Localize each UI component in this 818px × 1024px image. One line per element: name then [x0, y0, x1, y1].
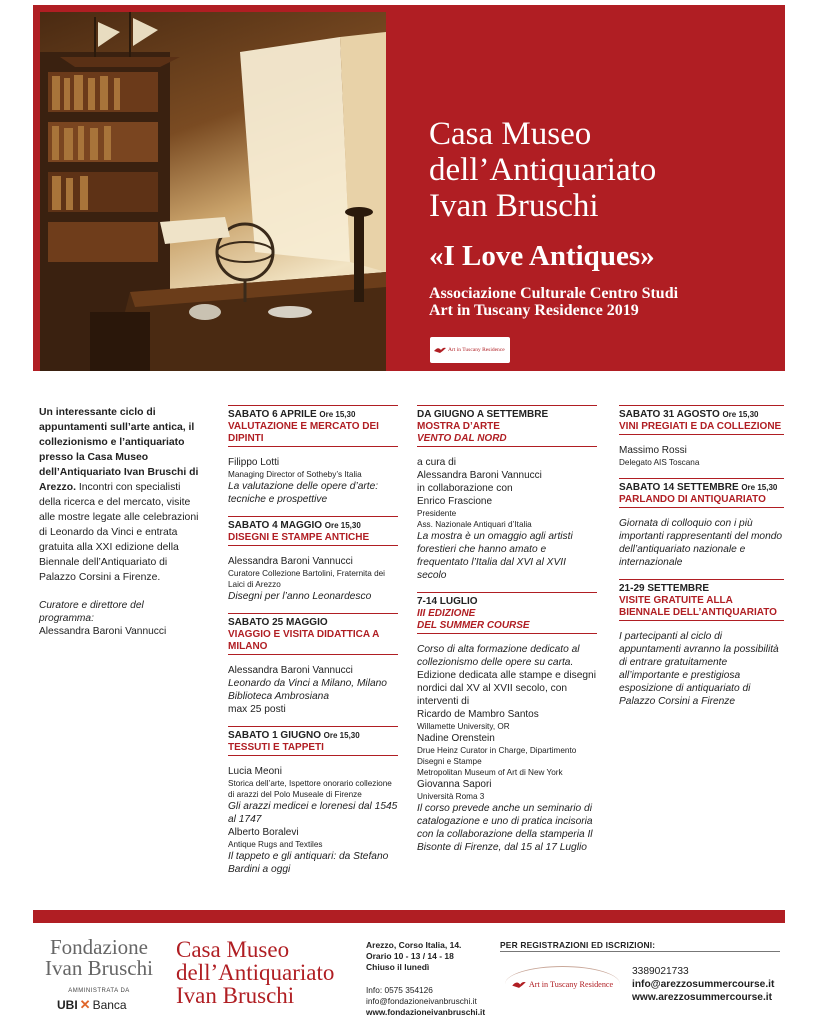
closing-day: Chiuso il lunedì: [366, 962, 430, 972]
speaker-role-3: Università Roma 3: [417, 792, 485, 801]
event-title-line-2: DEL SUMMER COURSE: [417, 620, 597, 634]
event-title: VALUTAZIONE E MERCATO DEI DIPINTI: [228, 421, 398, 447]
info-phone: Info: 0575 354126: [366, 985, 433, 995]
schedule-column-4: [619, 405, 784, 718]
museum-title-line-3: Ivan Bruschi: [429, 188, 599, 224]
event-title: PARLANDO DI ANTIQUARIATO: [619, 494, 784, 508]
event-time: Ore 15,30: [722, 410, 759, 419]
event-description: Giornata di colloquio con i più importanti rappresentanti del mondo dell’antiquariato nazionale e internazionale: [619, 518, 783, 568]
summer-course-website-link[interactable]: www.arezzosummercourse.it: [632, 992, 773, 1003]
bird-icon: [512, 980, 526, 989]
antique-room-illustration: [40, 12, 386, 371]
contact-block: [366, 985, 485, 1018]
event-description: Disegni per l’anno Leonardesco: [228, 591, 372, 602]
registration-email-link[interactable]: info@arezzosummercourse.it: [632, 979, 775, 990]
fondazione-name-line-1: Fondazione: [50, 935, 148, 959]
speaker-name-3: Giovanna Sapori: [417, 779, 492, 790]
event-description: Gli arazzi medicei e lorenesi dal 1545 al 1747: [228, 801, 398, 825]
speaker-name: Alessandra Baroni Vannucci: [228, 556, 353, 567]
administered-by-label: AMMINISTRATA DA: [68, 988, 130, 994]
speaker-role: Delegato AIS Toscana: [619, 458, 700, 467]
speaker-name: Alessandra Baroni Vannucci: [417, 470, 542, 481]
intro-rest: Incontri con specialisti della ricerca e del mercato, visite alle mostre legate alle celebrazioni di Leonardo da Vinci e entrata gratuita alla XXI edizione della Biennale dell’Antiquariato di Palazzo Corsini a Firenze.: [39, 482, 199, 583]
curator-name: Alessandra Baroni Vannucci: [39, 626, 167, 637]
event-title: DISEGNI E STAMPE ANTICHE: [228, 532, 398, 546]
banca-text: Banca: [92, 998, 127, 1012]
course-description-2: Il corso prevede anche un seminario di catalogazione e uno di pratica incisoria con la collaborazione della stamperia Il Bisonte di Firenze, dal 15 al 17 Luglio: [417, 803, 593, 853]
course-details: Edizione dedicata alle stampe e disegni nordici dal XV al XVII secolo, con interventi di: [417, 670, 596, 707]
event-june-september: [417, 405, 597, 582]
event-date: SABATO 14 SETTEMBRE: [619, 482, 739, 493]
association-line-2: Art in Tuscany Residence 2019: [429, 302, 639, 319]
opening-hours: Orario 10 - 13 / 14 - 18: [366, 951, 454, 961]
collaboration-label: in collaborazione con: [417, 483, 513, 494]
speaker-name: Alessandra Baroni Vannucci: [228, 665, 353, 676]
event-summer-course: [417, 592, 597, 854]
event-description: I partecipanti al ciclo di appuntamenti avranno la possibilità di entrare gratuitamente all’importante e prestigiosa esposizione di antiquariato di Palazzo Corsini a Firenze: [619, 631, 779, 707]
address-block: [366, 940, 461, 973]
speaker-name: Filippo Lotti: [228, 457, 280, 468]
event-4-may: [228, 516, 398, 603]
event-date: SABATO 25 MAGGIO: [228, 617, 328, 628]
event-time: Ore 15,30: [741, 483, 778, 492]
speaker-role: Managing Director of Sotheby’s Italia: [228, 470, 362, 479]
speaker-name: Lucia Meoni: [228, 766, 282, 777]
info-email[interactable]: info@fondazioneivanbruschi.it: [366, 996, 477, 1006]
event-title-line-1: MOSTRA D’ARTE: [417, 421, 500, 432]
speaker-role-2: Antique Rugs and Textiles: [228, 840, 323, 849]
event-title-line-2: VENTO DAL NORD: [417, 433, 597, 447]
event-series-title: «I Love Antiques»: [429, 240, 655, 272]
footer-museum-name: [176, 938, 334, 1007]
logo-text: Art in Tuscany Residence: [448, 347, 505, 353]
speaker-role-2b: Ass. Nazionale Antiquari d’Italia: [417, 520, 532, 529]
speaker-role-2a: Presidente: [417, 509, 457, 518]
registration-heading: PER REGISTRAZIONI ED ISCRIZIONI:: [500, 940, 656, 950]
registration-contacts: [632, 965, 774, 1004]
event-31-august: [619, 405, 784, 468]
curated-by-label: a cura di: [417, 457, 457, 468]
curator-label: Curatore e direttore del programma:: [39, 600, 144, 624]
event-title: VINI PREGIATI E DA COLLEZIONE: [619, 421, 784, 435]
fondazione-name-line-2: Ivan Bruschi: [45, 956, 153, 980]
title-block: [429, 116, 789, 319]
event-date: 21-29 SETTEMBRE: [619, 583, 710, 594]
schedule-column-2: [228, 405, 398, 886]
footer-logo-text: Art in Tuscany Residence: [528, 980, 614, 989]
event-time: Ore 15,30: [324, 521, 361, 530]
ubi-cross-icon: ✕: [79, 997, 91, 1012]
event-date: 7-14 LUGLIO: [417, 596, 478, 607]
speaker-role-2b: Metropolitan Museum of Art di New York: [417, 768, 563, 777]
logo-ring: [505, 966, 620, 1002]
course-description: Corso di alta formazione dedicato al collezionismo delle opere su carta.: [417, 644, 580, 668]
event-25-may: [228, 613, 398, 716]
fondazione-website-link[interactable]: www.fondazioneivanbruschi.it: [366, 1007, 486, 1017]
footer-art-in-tuscany-logo: [505, 960, 625, 1008]
footer-museum-line-3: Ivan Bruschi: [176, 983, 295, 1008]
event-date: SABATO 31 AGOSTO: [619, 409, 720, 420]
intro-column: [39, 405, 199, 638]
bird-icon: [434, 346, 446, 354]
event-time: Ore 15,30: [319, 410, 356, 419]
event-6-april: [228, 405, 398, 506]
header-banner: [33, 5, 785, 371]
event-title: TESSUTI E TAPPETI: [228, 742, 398, 756]
antique-study-photo: [40, 12, 386, 371]
event-1-june: [228, 726, 398, 876]
museum-title-line-2: dell’Antiquariato: [429, 152, 657, 188]
event-title: VIAGGIO E VISITA DIDATTICA A MILANO: [228, 629, 398, 655]
speaker-role: Storica dell’arte, Ispettore onorario collezione di arazzi del Polo Museale di Firenze: [228, 779, 392, 799]
event-title-line-1: III EDIZIONE: [417, 608, 476, 619]
event-description: La mostra è un omaggio agli artisti forestieri che hanno amato e frequentato l’Italia dal XVI al XVII secolo: [417, 531, 573, 581]
ubi-banca-logo: [57, 997, 127, 1013]
event-date: SABATO 6 APRILE: [228, 409, 317, 420]
event-description: La valutazione delle opere d’arte: tecniche e prospettive: [228, 481, 379, 505]
event-description-2: Il tappeto e gli antiquari: da Stefano Bardini a oggi: [228, 851, 389, 875]
event-note: max 25 posti: [228, 704, 286, 715]
speaker-name-2: Nadine Orenstein: [417, 733, 495, 744]
ubi-text: UBI: [57, 998, 78, 1012]
event-biennale: [619, 579, 784, 708]
art-in-tuscany-logo: [430, 337, 510, 363]
event-description: Leonardo da Vinci a Milano, Milano Biblioteca Ambrosiana: [228, 678, 387, 702]
schedule-column-3: [417, 405, 597, 864]
intro-bold: Un interessante ciclo di appuntamenti sull’arte antica, il collezionismo e l’antiquariato presso la Casa Museo dell’Antiquariato Ivan Bruschi di Arezzo.: [39, 407, 199, 493]
fondazione-logo: [39, 937, 159, 994]
event-date: SABATO 4 MAGGIO: [228, 520, 323, 531]
event-time: Ore 15,30: [323, 731, 360, 740]
speaker-role: Curatore Collezione Bartolini, Fraternita dei Laici di Arezzo: [228, 569, 386, 589]
footer-museum-line-1: Casa Museo: [176, 937, 290, 962]
event-date: DA GIUGNO A SETTEMBRE: [417, 409, 549, 420]
event-title: VISITE GRATUITE ALLA BIENNALE DELL’ANTIQUARIATO: [619, 595, 784, 621]
association-line-1: Associazione Culturale Centro Studi: [429, 285, 679, 302]
museum-title-line-1: Casa Museo: [429, 116, 592, 152]
event-14-september: [619, 478, 784, 569]
speaker-role-2: Drue Heinz Curator in Charge, Dipartimento Disegni e Stampe: [417, 746, 577, 766]
speaker-role-1: Willamette University, OR: [417, 722, 510, 731]
speaker-name: Massimo Rossi: [619, 445, 687, 456]
event-date: SABATO 1 GIUGNO: [228, 730, 321, 741]
speaker-name-2: Enrico Frascione: [417, 496, 493, 507]
registration-divider: [500, 951, 780, 952]
address-line: Arezzo, Corso Italia, 14.: [366, 940, 462, 950]
speaker-name-1: Ricardo de Mambro Santos: [417, 709, 539, 720]
footer-accent-bar: [33, 910, 785, 923]
registration-phone: 3389021733: [632, 966, 689, 977]
footer-museum-line-2: dell’Antiquariato: [176, 960, 335, 985]
intro-paragraph: [39, 405, 199, 585]
speaker-name-2: Alberto Boralevi: [228, 827, 299, 838]
